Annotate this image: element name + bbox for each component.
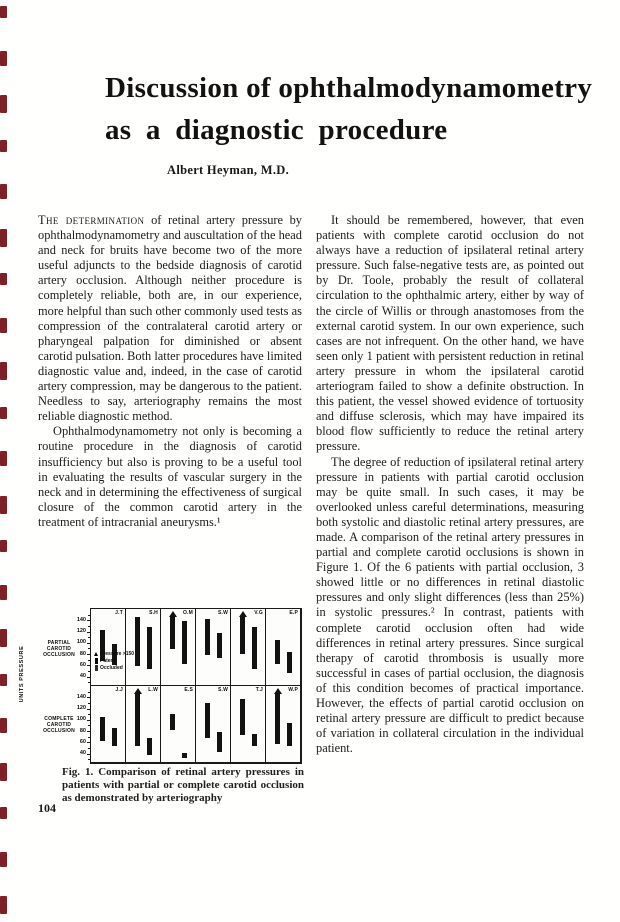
- edge-mark: [0, 184, 7, 199]
- edge-mark: [0, 763, 7, 781]
- edge-mark: [0, 95, 7, 113]
- patient-panel: [231, 609, 266, 686]
- paragraph: The degree of reduction of ipsilateral retinal artery pressure in patients with partial carotid occlusion may be quite small. In such cases, it may be overlooked unless careful determinations, measuring both systolic and diastolic retinal artery pressures, are made. A comparison of the retinal artery pressures in partial and complete carotid occlusions is shown in Figure 1. Of the 6 patients with partial occlusion, 3 showed little or no differences in retinal diastolic pressures and only slight differences (less than 25%) in systolic pressures.² In contrast, patients with complete carotid occlusion often had wide differences in retinal artery pressures. Since surgical therapy of carotid thrombosis is usually more successful in cases of partial occlusion, the diagnosis of this condition becomes of practical importance. However, the effects of partial carotid occlusion on retinal artery pressure are difficult to predict because of variation in collateral circulation in the individual patient.: [316, 454, 584, 756]
- paragraph-text: of retinal artery pressure by ophthalmodynamometry and auscultation of the head and neck for bruits have become two of the more useful adjuncts to the bedside diagnosis of carotid artery occlusion. Although neither procedure is completely reliable, both are, in our experience, more helpful than such other commonly used tests as compression of the contralateral carotid artery or pharyngeal palpation for diminished or absent carotid pulsation. Both latter procedures have limited diagnostic value and, indeed, in the case of carotid artery compression, may be dangerous to the patient. Needless to say, arteriography remains the most reliable diagnostic method.: [38, 213, 303, 424]
- y-tick-label: 100: [76, 716, 86, 723]
- legend-item: [94, 664, 134, 671]
- y-minor-tick: [88, 626, 90, 627]
- edge-mark: [0, 318, 7, 333]
- patient-panel: [126, 686, 161, 763]
- patent-pressure-bar: [170, 714, 175, 730]
- y-minor-tick: [88, 660, 90, 661]
- patent-pressure-bar: [135, 617, 140, 666]
- patient-panel: [196, 686, 231, 763]
- patient-initials: S.W: [217, 610, 228, 616]
- y-tick: [87, 632, 90, 633]
- patent-pressure-bar: [135, 693, 140, 746]
- patient-panel: [161, 686, 196, 763]
- y-tick-label: 40: [79, 750, 86, 757]
- edge-mark: [0, 585, 7, 600]
- paragraph: Ophthalmodynamometry not only is becoming a routine procedure in the diagnosis of carotid insufficiency but also is proving to be a useful tool in evaluating the results of vascular surgery in the neck and in determining the effectiveness of surgical closure of the common carotid artery in the treatment of intracranial aneurysms.¹: [38, 424, 302, 529]
- paragraph: It should be remembered, however, that even patients with complete carotid occlusion do not always have a reduction of ipsilateral retinal artery pressure. Such false-negative tests are, as pointed out by Dr. Toole, probably the result of collateral circulation to the ophthalmic artery, either by way of the circle of Willis or through anastomoses from the external carotid system. In our own experience, such cases are not infrequent. On the other hand, we have seen only 1 patient with persistent reduction in retinal artery pressure in whom the ipsilateral carotid arteriogram failed to show a definite obstruction. In this patient, the vessel showed evidence of tortuosity and diffuse sclerosis, which may have impaired its blood flow sufficiently to reduce the retinal artery pressure.: [316, 213, 584, 454]
- y-minor-tick: [88, 671, 90, 672]
- patient-initials: S.H: [149, 610, 158, 616]
- pressure-gt150-arrow: [239, 611, 247, 617]
- legend-label: Occluded: [100, 664, 123, 671]
- patient-initials: E.S: [184, 687, 193, 693]
- patient-panel: [266, 609, 301, 686]
- y-tick-label: 120: [76, 628, 86, 635]
- patent-pressure-bar: [240, 616, 245, 654]
- patient-initials: S.W: [217, 687, 228, 693]
- y-tick: [87, 697, 90, 698]
- patent-pressure-bar: [240, 699, 245, 734]
- chart-grid: [90, 608, 302, 764]
- y-tick-label: 40: [79, 673, 86, 680]
- patient-panel: [91, 686, 126, 763]
- patient-initials: J.T: [115, 610, 123, 616]
- occluded-pressure-bar: [182, 621, 187, 663]
- arrow-icon: [94, 652, 98, 656]
- y-tick: [87, 677, 90, 678]
- patient-initials: O.M: [182, 610, 193, 616]
- y-minor-tick: [88, 648, 90, 649]
- edge-mark: [0, 51, 7, 66]
- legend-item: [94, 650, 134, 657]
- patent-pressure-bar: [205, 619, 210, 656]
- y-tick: [87, 709, 90, 710]
- patent-pressure-bar: [205, 703, 210, 737]
- paragraph: [38, 213, 302, 424]
- patent-pressure-bar: [100, 717, 105, 741]
- y-tick-label: 100: [76, 639, 86, 646]
- row-label-partial: PARTIAL CAROTID OCCLUSION: [43, 640, 75, 658]
- edge-mark: [0, 229, 7, 247]
- y-tick: [87, 665, 90, 666]
- y-minor-tick: [88, 725, 90, 726]
- edge-mark: [0, 540, 7, 552]
- y-tick: [87, 620, 90, 621]
- edge-mark: [0, 718, 7, 733]
- pressure-gt150-arrow: [274, 688, 282, 694]
- edge-mark: [0, 6, 7, 18]
- pressure-gt150-arrow: [169, 611, 177, 617]
- edge-mark: [0, 629, 7, 647]
- patient-initials: J.J: [115, 687, 123, 693]
- y-tick: [87, 643, 90, 644]
- legend-label: Pressure >150: [100, 650, 135, 657]
- patent-pressure-bar: [170, 616, 175, 650]
- edge-mark: [0, 896, 7, 914]
- edge-mark: [0, 807, 7, 819]
- edge-mark: [0, 273, 7, 285]
- patient-panel: [231, 686, 266, 763]
- patient-initials: E.P: [289, 610, 298, 616]
- edge-mark: [0, 407, 7, 419]
- y-tick-label: 120: [76, 705, 86, 712]
- legend-item: [94, 657, 134, 664]
- occluded-pressure-bar: [147, 738, 152, 755]
- edge-mark: [0, 852, 7, 867]
- occluded-pressure-bar: [287, 652, 292, 673]
- article-title-line2: as a diagnostic procedure: [105, 114, 448, 146]
- occluded-pressure-bar: [217, 732, 222, 752]
- shaded-bar-icon: [95, 665, 98, 671]
- y-tick-label: 140: [76, 693, 86, 700]
- y-tick-label: 60: [79, 738, 86, 745]
- patient-panel: [196, 609, 231, 686]
- patient-panel: [266, 686, 301, 763]
- patient-initials: T.J: [255, 687, 263, 693]
- patent-pressure-bar: [275, 693, 280, 745]
- y-minor-tick: [88, 682, 90, 683]
- patient-panel: [91, 609, 126, 686]
- lead-in-small-caps: The determination: [38, 213, 145, 227]
- legend-label: Patent: [100, 657, 116, 664]
- y-minor-tick: [88, 759, 90, 760]
- left-column: [38, 213, 302, 530]
- y-minor-tick: [88, 637, 90, 638]
- article-title-line1: Discussion of ophthalmodynamometry: [105, 72, 593, 104]
- y-minor-tick: [88, 692, 90, 693]
- y-tick: [87, 742, 90, 743]
- patient-initials: L.W: [148, 687, 158, 693]
- edge-mark: [0, 451, 7, 466]
- occluded-pressure-bar: [112, 728, 117, 746]
- figure-caption: Fig. 1. Comparison of retinal artery pressures in patients with partial or complete carotid occlusion as demonstrated by arteriography: [62, 766, 304, 805]
- page-number: 104: [38, 801, 56, 815]
- edge-mark: [0, 362, 7, 380]
- occluded-pressure-bar: [252, 627, 257, 669]
- y-minor-tick: [88, 737, 90, 738]
- occluded-pressure-bar: [182, 753, 187, 758]
- article-author: Albert Heyman, M.D.: [167, 163, 289, 177]
- y-minor-tick: [88, 703, 90, 704]
- y-axis-label: UNITS PRESSURE: [19, 645, 25, 703]
- y-tick: [87, 731, 90, 732]
- y-tick-label: 80: [79, 727, 86, 734]
- occluded-pressure-bar: [252, 734, 257, 746]
- occluded-pressure-bar: [217, 633, 222, 658]
- y-minor-tick: [88, 748, 90, 749]
- y-minor-tick: [88, 615, 90, 616]
- right-column: [316, 213, 584, 756]
- y-tick: [87, 720, 90, 721]
- edge-mark: [0, 496, 7, 514]
- chart-legend: [94, 650, 134, 671]
- occluded-pressure-bar: [147, 627, 152, 669]
- occluded-pressure-bar: [287, 723, 292, 746]
- edge-mark: [0, 674, 7, 686]
- patent-pressure-bar: [275, 640, 280, 664]
- solid-bar-icon: [95, 658, 98, 664]
- y-tick-label: 140: [76, 616, 86, 623]
- y-tick-label: 60: [79, 661, 86, 668]
- patient-initials: W.P: [288, 687, 298, 693]
- y-tick: [87, 654, 90, 655]
- edge-mark: [0, 140, 7, 152]
- pressure-gt150-arrow: [134, 688, 142, 694]
- figure-1-chart: [19, 598, 302, 764]
- patient-initials: V.G: [254, 610, 263, 616]
- patient-panel: [161, 609, 196, 686]
- y-minor-tick: [88, 714, 90, 715]
- patient-panel: [126, 609, 161, 686]
- row-label-complete: COMPLETE CAROTID OCCLUSION: [43, 716, 75, 734]
- y-tick-label: 80: [79, 650, 86, 657]
- y-tick: [87, 754, 90, 755]
